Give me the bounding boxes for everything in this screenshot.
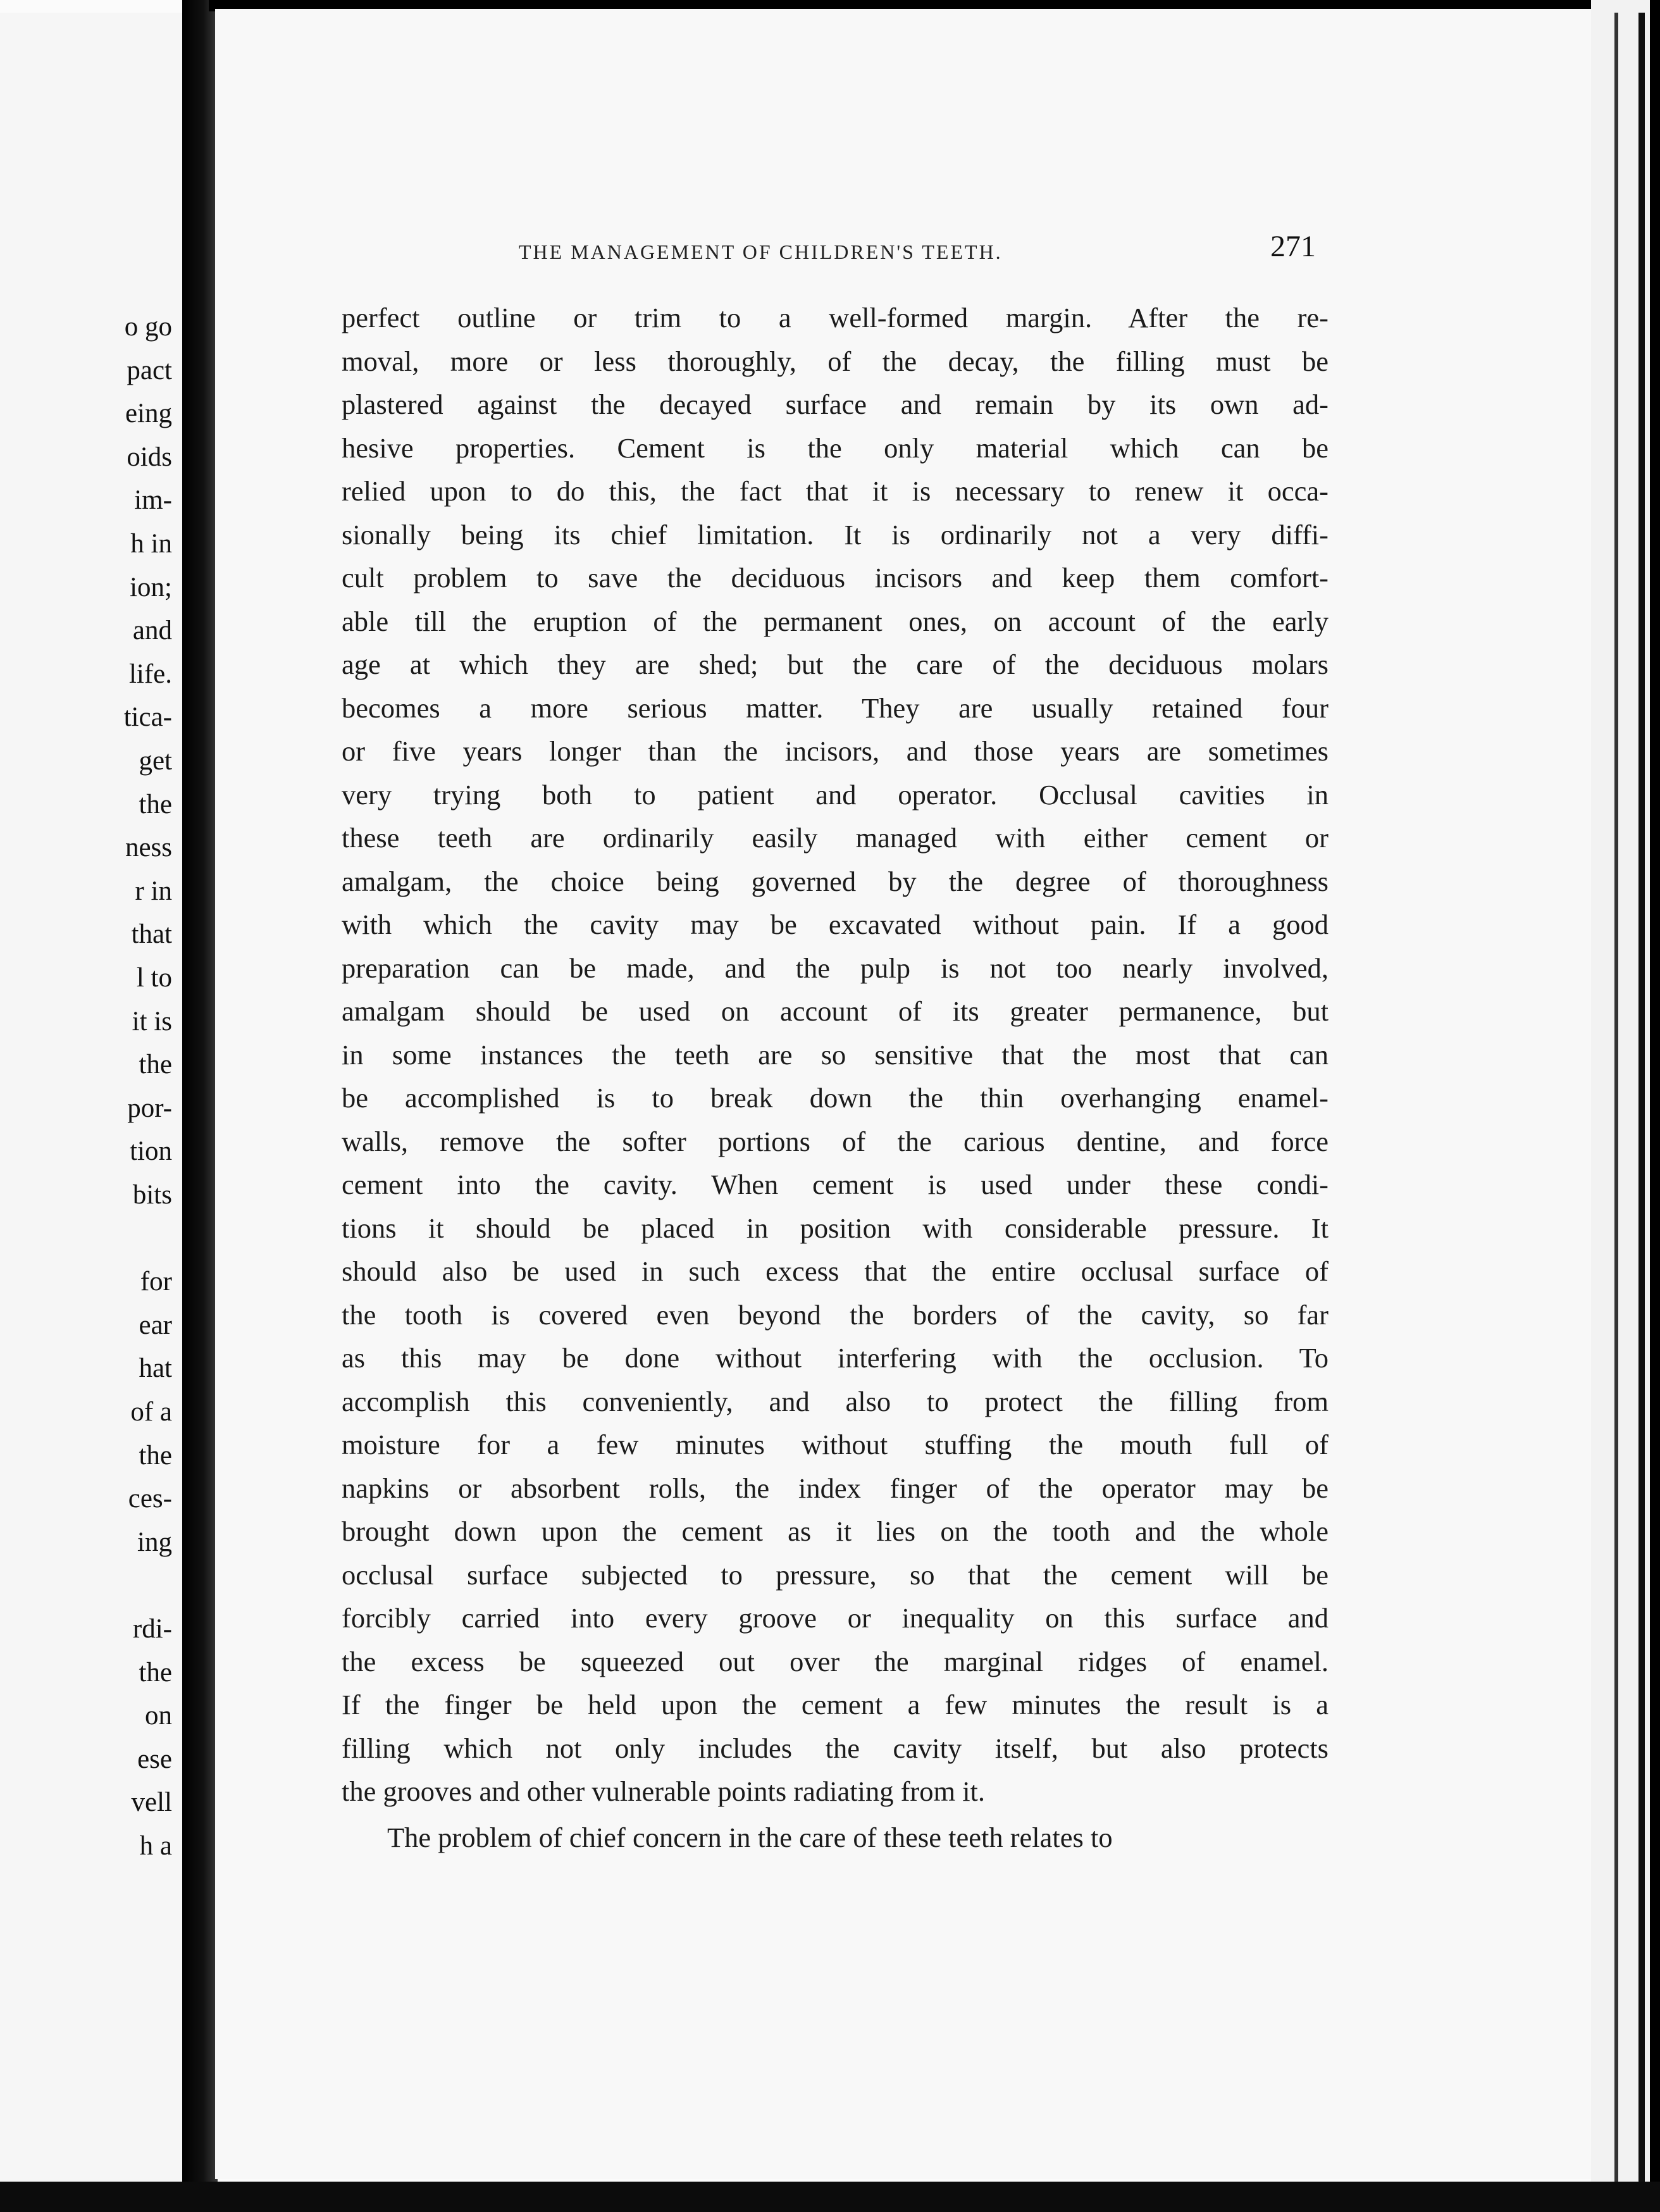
body-text [342, 296, 1329, 1859]
page-header [519, 229, 1316, 267]
text-line: occlusal surface subjected to pressure, so that the cement will be [342, 1558, 1329, 1591]
facing-line-fragment: tion [130, 1136, 172, 1167]
binding-gutter [182, 0, 218, 2212]
text-line: should also be used in such excess that the entire occlusal surface of [342, 1255, 1329, 1287]
text-line: moisture for a few minutes without stuffing the mouth full of [342, 1429, 1329, 1460]
text-line: age at which they are shed; but the care of the deciduous molars [342, 649, 1329, 680]
text-line: cult problem to save the deciduous incisors and keep them comfort- [342, 562, 1329, 593]
scan-bottom-border [0, 2182, 1660, 2212]
text-line: with which the cavity may be excavated without pain. If a good [342, 909, 1329, 940]
text-line: cement into the cavity. When cement is used under these condi- [342, 1169, 1329, 1200]
facing-line-fragment: and [132, 616, 172, 646]
text-line: or five years longer than the incisors, and those years are sometimes [342, 735, 1329, 767]
facing-line-fragment: ness [125, 833, 172, 863]
text-line: tions it should be placed in position with considerable pressure. It [342, 1212, 1329, 1244]
facing-line-fragment: ion; [130, 572, 172, 602]
facing-line-fragment: eing [125, 399, 172, 429]
facing-line-fragment: l to [136, 963, 172, 993]
text-line: sionally being its chief limitation. It is ordinarily not a very diffi- [342, 518, 1329, 550]
facing-line-fragment: ese [137, 1744, 172, 1774]
text-line: becomes a more serious matter. They are usually retained four [342, 692, 1329, 724]
text-line: filling which not only includes the cavity itself, but also protects [342, 1732, 1329, 1764]
facing-line-fragment: ing [137, 1527, 172, 1557]
facing-line-fragment: rdi- [132, 1614, 172, 1644]
facing-line-fragment: the [139, 1440, 172, 1470]
facing-line-fragment: that [131, 919, 172, 950]
facing-line-fragment: oids [127, 442, 172, 472]
text-line: these teeth are ordinarily easily managed with either cement or [342, 822, 1329, 854]
text-line: relied upon to do this, the fact that it is necessary to renew it occa- [342, 475, 1329, 507]
text-line: amalgam should be used on account of its greater permanence, but [342, 995, 1329, 1027]
facing-line-fragment: o go [124, 312, 172, 342]
text-line: forcibly carried into every groove or inequality on this surface and [342, 1602, 1329, 1634]
facing-line-fragment: life. [128, 659, 172, 689]
facing-line-fragment: tica- [123, 702, 172, 733]
facing-line-fragment: the [139, 1050, 172, 1080]
facing-line-fragment: get [139, 746, 172, 776]
text-line: be accomplished is to break down the thin overhanging enamel- [342, 1082, 1329, 1114]
facing-line-fragment: bits [132, 1180, 172, 1210]
text-line: the excess be squeezed out over the marginal ridges of enamel. [342, 1645, 1329, 1677]
facing-line-fragment: por- [127, 1093, 172, 1123]
page-edge-line [1614, 13, 1618, 2183]
facing-line-fragment: h in [130, 529, 172, 559]
scan-right-border [1650, 0, 1660, 2212]
facing-line-fragment: it is [132, 1006, 172, 1036]
text-line: amalgam, the choice being governed by the degree of thoroughness [342, 865, 1329, 897]
facing-line-fragment: for [140, 1267, 172, 1297]
facing-line-fragment: h a [139, 1831, 172, 1861]
text-line: as this may be done without interfering with the occlusion. To [342, 1342, 1329, 1374]
facing-line-fragment: im- [134, 485, 172, 516]
paragraph-first-line: The problem of chief concern in the care of these teeth relates to [387, 1821, 1113, 1853]
facing-line-fragment: ces- [128, 1484, 172, 1514]
text-line: napkins or absorbent rolls, the index finger of the operator may be [342, 1472, 1329, 1504]
text-line: brought down upon the cement as it lies on the tooth and the whole [342, 1515, 1329, 1547]
facing-line-fragment: pact [127, 355, 172, 385]
text-line: able till the eruption of the permanent ones, on account of the early [342, 605, 1329, 637]
text-line: hesive properties. Cement is the only material which can be [342, 432, 1329, 464]
text-line: preparation can be made, and the pulp is not too nearly involved, [342, 952, 1329, 984]
text-line: moval, more or less thoroughly, of the decay, the filling must be [342, 345, 1329, 377]
facing-line-fragment: vell [131, 1787, 172, 1818]
text-line: the tooth is covered even beyond the borders of the cavity, so far [342, 1298, 1329, 1331]
page-edge-line [1638, 13, 1645, 2183]
facing-line-fragment: ear [139, 1310, 172, 1340]
page-number: 271 [1270, 230, 1316, 263]
facing-line-fragment: r in [135, 876, 172, 906]
facing-line-fragment: hat [139, 1353, 172, 1384]
text-line: plastered against the decayed surface and remain by its own ad- [342, 388, 1329, 420]
facing-line-fragment: the [139, 789, 172, 819]
text-line: in some instances the teeth are so sensitive that the most that can [342, 1038, 1329, 1071]
text-line: very trying both to patient and operator. Occlusal cavities in [342, 778, 1329, 811]
text-line: If the finger be held upon the cement a few minutes the result is a [342, 1689, 1329, 1720]
text-line: walls, remove the softer portions of the carious dentine, and force [342, 1125, 1329, 1157]
text-line: accomplish this conveniently, and also to protect the filling from [342, 1385, 1329, 1417]
facing-line-fragment: on [145, 1701, 172, 1731]
text-line: perfect outline or trim to a well-formed margin. After the re- [342, 302, 1329, 333]
facing-page-fragment [0, 13, 183, 2183]
text-line: the grooves and other vulnerable points radiating from it. [342, 1775, 986, 1807]
facing-line-fragment: the [139, 1657, 172, 1687]
running-head: THE MANAGEMENT OF CHILDREN'S TEETH. [519, 240, 1003, 263]
facing-line-fragment: of a [130, 1397, 172, 1427]
